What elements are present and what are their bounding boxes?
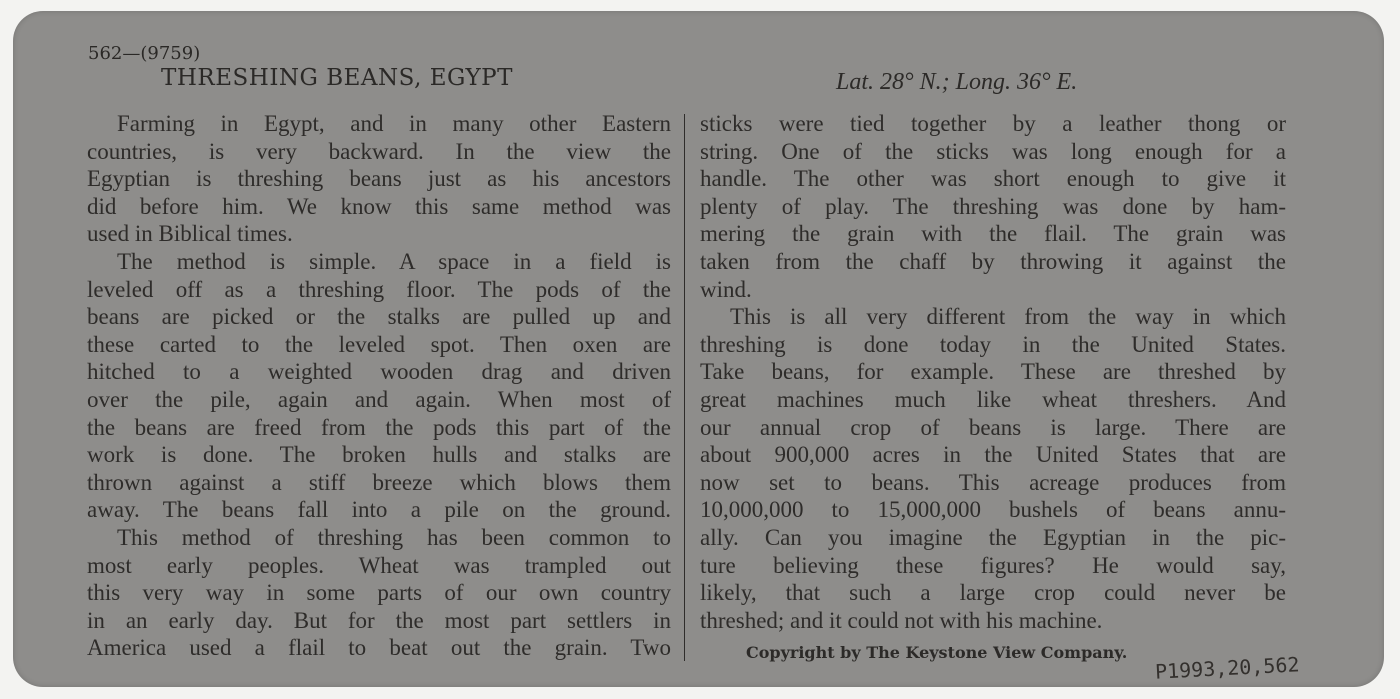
text-line: plenty of play. The threshing was done by ham-: [700, 193, 1286, 219]
text-line: thrown against a stiff breeze which blows them: [87, 469, 671, 495]
text-line: string. One of the sticks was long enough for a: [700, 138, 1286, 164]
handwritten-catalog-number: P1993,20,562: [1154, 652, 1301, 684]
card-title: THRESHING BEANS, EGYPT: [161, 65, 513, 91]
text-line: threshed; and it could not with his machine.: [700, 607, 1103, 633]
text-line: This is all very different from the way in which: [730, 304, 1286, 330]
text-line: America used a flail to beat out the grain. Two: [87, 635, 671, 661]
text-line: taken from the chaff by throwing it against the: [700, 248, 1286, 274]
column-divider: [684, 114, 685, 661]
text-line: This method of threshing has been common to: [117, 524, 671, 550]
text-line: our annual crop of beans is large. There are: [700, 414, 1286, 440]
text-column-left: [87, 110, 671, 662]
text-line: countries, is very backward. In the view the: [87, 138, 671, 164]
text-line: hitched to a weighted wooden drag and driven: [87, 359, 671, 385]
text-line: likely, that such a large crop could never be: [700, 580, 1286, 606]
text-line: 10,000,000 to 15,000,000 bushels of beans annu-: [700, 497, 1286, 523]
text-line: did before him. We know this same method was: [87, 193, 671, 219]
text-line: leveled off as a threshing floor. The pods of the: [87, 276, 671, 302]
text-line: work is done. The broken hulls and stalks are: [87, 442, 671, 468]
stereoview-card-back: [13, 11, 1384, 687]
text-line: ture believing these figures? He would say,: [700, 552, 1286, 578]
text-line: away. The beans fall into a pile on the ground.: [87, 497, 671, 523]
text-line: threshing is done today in the United States.: [700, 331, 1286, 357]
copyright-notice: Copyright by The Keystone View Company.: [746, 643, 1128, 662]
text-line: Egyptian is threshing beans just as his ancestors: [87, 166, 671, 192]
text-line: most early peoples. Wheat was trampled out: [87, 552, 671, 578]
text-line: sticks were tied together by a leather thong or: [700, 111, 1286, 136]
text-line: great machines much like wheat threshers. And: [700, 386, 1286, 412]
text-line: beans are picked or the stalks are pulled up and: [87, 304, 671, 330]
text-line: Take beans, for example. These are threshed by: [700, 359, 1286, 385]
text-line: the beans are freed from the pods this part of the: [87, 414, 671, 440]
text-line: mering the grain with the flail. The grain was: [700, 221, 1286, 247]
text-line: this very way in some parts of our own country: [87, 580, 671, 606]
text-line: wind.: [700, 276, 752, 302]
card-serial-number: 562—(9759): [88, 43, 201, 64]
text-line: used in Biblical times.: [87, 221, 293, 247]
text-line: now set to beans. This acreage produces from: [700, 469, 1286, 495]
text-line: over the pile, again and again. When most of: [87, 386, 671, 412]
text-line: in an early day. But for the most part settlers in: [87, 607, 671, 633]
text-line: handle. The other was short enough to give it: [700, 166, 1286, 192]
card-coordinates: Lat. 28° N.; Long. 36° E.: [836, 69, 1078, 95]
text-column-right: [700, 110, 1286, 634]
text-line: ally. Can you imagine the Egyptian in the pic-: [700, 524, 1286, 550]
text-line: about 900,000 acres in the United States that are: [700, 442, 1286, 468]
text-line: The method is simple. A space in a field is: [117, 248, 671, 274]
text-line: these carted to the leveled spot. Then oxen are: [87, 331, 671, 357]
text-line: Farming in Egypt, and in many other Eastern: [117, 111, 671, 136]
